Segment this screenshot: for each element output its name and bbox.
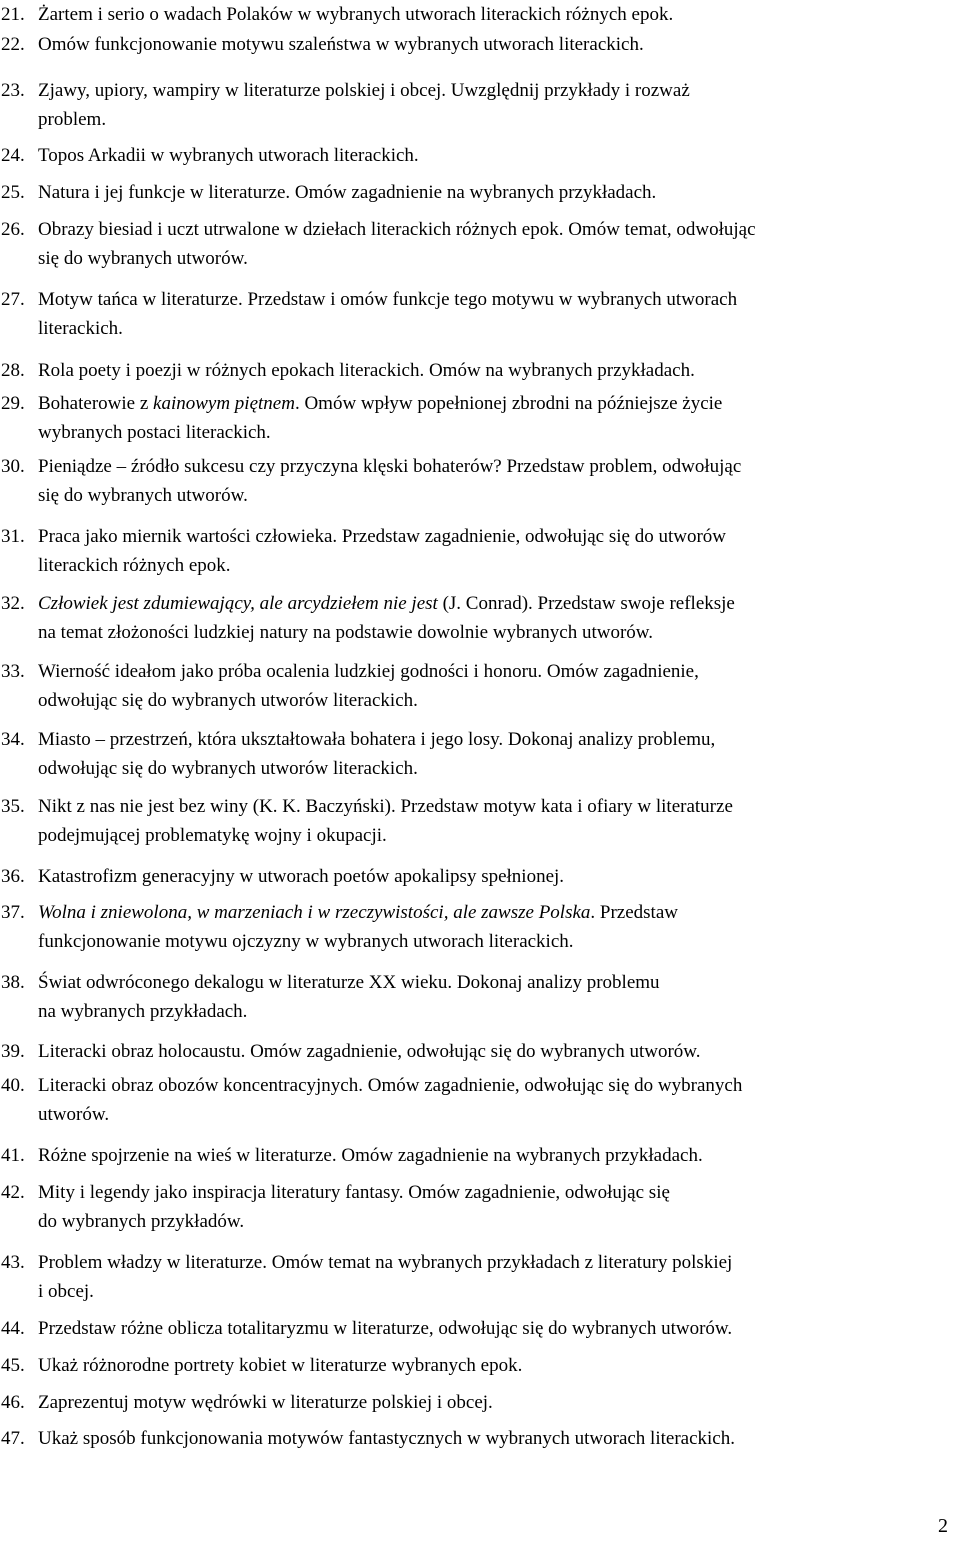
text-segment: Wierność ideałom jako próba ocalenia ludzkiej godności i honoru. Omów zagadnienie, xyxy=(38,661,699,682)
text-line xyxy=(38,1351,950,1380)
text-line xyxy=(38,968,950,997)
text-line xyxy=(38,1100,950,1129)
text-line xyxy=(38,76,950,105)
text-line xyxy=(38,1314,950,1343)
item-text xyxy=(38,141,950,170)
text-segment: i obcej. xyxy=(38,1281,94,1302)
item-text xyxy=(38,1388,950,1417)
list-item xyxy=(0,389,950,447)
item-number: 33. xyxy=(1,661,25,682)
item-text xyxy=(38,215,950,273)
list-item xyxy=(0,1424,950,1453)
text-segment: Pieniądze – źródło sukcesu czy przyczyna klęski bohaterów? Przedstaw problem, odwołując xyxy=(38,456,742,477)
text-line xyxy=(38,481,950,510)
text-line xyxy=(38,589,950,618)
text-line xyxy=(38,178,950,207)
text-line xyxy=(38,898,950,927)
text-line xyxy=(38,927,950,956)
item-number: 23. xyxy=(1,80,25,101)
item-number: 34. xyxy=(1,729,25,750)
list-item xyxy=(0,1351,950,1380)
list-item xyxy=(0,589,950,647)
list-item xyxy=(0,0,950,29)
item-number: 40. xyxy=(1,1075,25,1096)
item-text xyxy=(38,657,950,715)
item-text xyxy=(38,76,950,134)
text-segment: Omów funkcjonowanie motywu szaleństwa w wybranych utworach literackich. xyxy=(38,34,644,55)
text-line xyxy=(38,862,950,891)
list-item xyxy=(0,1248,950,1306)
item-number: 39. xyxy=(1,1041,25,1062)
text-segment: się do wybranych utworów. xyxy=(38,248,248,269)
item-number: 41. xyxy=(1,1145,25,1166)
item-number: 25. xyxy=(1,182,25,203)
list-item xyxy=(0,285,950,343)
item-number: 28. xyxy=(1,360,25,381)
list-item xyxy=(0,522,950,580)
text-line xyxy=(38,1141,950,1170)
item-text xyxy=(38,792,950,850)
text-segment: się do wybranych utworów. xyxy=(38,485,248,506)
list-item xyxy=(0,1388,950,1417)
text-line xyxy=(38,389,950,418)
text-segment: literackich. xyxy=(38,318,123,339)
text-segment: Katastrofizm generacyjny w utworach poetów apokalipsy spełnionej. xyxy=(38,866,565,887)
list-item xyxy=(0,1037,950,1066)
list-item xyxy=(0,452,950,510)
text-line xyxy=(38,30,950,59)
item-number: 42. xyxy=(1,1182,25,1203)
item-number: 46. xyxy=(1,1392,25,1413)
text-segment: Natura i jej funkcje w literaturze. Omów zagadnienie na wybranych przykładach. xyxy=(38,182,657,203)
text-segment: Zjawy, upiory, wampiry w literaturze polskiej i obcej. Uwzględnij przykłady i rozważ xyxy=(38,80,690,101)
text-line xyxy=(38,1388,950,1417)
item-text xyxy=(38,0,950,29)
list-item xyxy=(0,725,950,783)
text-line xyxy=(38,1037,950,1066)
text-segment: Nikt z nas nie jest bez winy (K. K. Baczyński). Przedstaw motyw kata i ofiary w literaturze xyxy=(38,796,733,817)
text-segment: Ukaż sposób funkcjonowania motywów fantastycznych w wybranych utworach literackich. xyxy=(38,1428,735,1449)
item-text xyxy=(38,1037,950,1066)
text-segment: Przedstaw różne oblicza totalitaryzmu w literaturze, odwołując się do wybranych utworów. xyxy=(38,1318,733,1339)
item-number: 31. xyxy=(1,526,25,547)
text-segment: Ukaż różnorodne portrety kobiet w literaturze wybranych epok. xyxy=(38,1355,523,1376)
list-item xyxy=(0,898,950,956)
list-item xyxy=(0,862,950,891)
text-segment: . Omów wpływ popełnionej zbrodni na późniejsze życie xyxy=(294,393,723,414)
text-line xyxy=(38,686,950,715)
item-text xyxy=(38,1071,950,1129)
text-segment: Topos Arkadii w wybranych utworach literackich. xyxy=(38,145,419,166)
item-text xyxy=(38,1248,950,1306)
item-number: 45. xyxy=(1,1355,25,1376)
item-text xyxy=(38,725,950,783)
text-line xyxy=(38,215,950,244)
text-line xyxy=(38,418,950,447)
item-number: 35. xyxy=(1,796,25,817)
item-number: 27. xyxy=(1,289,25,310)
list-item xyxy=(0,1071,950,1129)
item-text xyxy=(38,968,950,1026)
text-segment: funkcjonowanie motywu ojczyzny w wybranych utworach literackich. xyxy=(38,931,574,952)
item-text xyxy=(38,178,950,207)
item-number: 26. xyxy=(1,219,25,240)
list-item xyxy=(0,215,950,273)
item-number: 29. xyxy=(1,393,25,414)
text-segment: problem. xyxy=(38,109,107,130)
text-segment: wybranych postaci literackich. xyxy=(38,422,271,443)
item-text xyxy=(38,1424,950,1453)
text-line xyxy=(38,244,950,273)
text-segment: Mity i legendy jako inspiracja literatury fantasy. Omów zagadnienie, odwołując się xyxy=(38,1182,670,1203)
item-text xyxy=(38,285,950,343)
item-text xyxy=(38,356,950,385)
text-line xyxy=(38,754,950,783)
item-number: 30. xyxy=(1,456,25,477)
text-line xyxy=(38,1277,950,1306)
item-number: 38. xyxy=(1,972,25,993)
item-number: 47. xyxy=(1,1428,25,1449)
text-line xyxy=(38,821,950,850)
text-line xyxy=(38,551,950,580)
italic-text: kainowym piętnem xyxy=(153,393,295,414)
list-item xyxy=(0,968,950,1026)
text-line xyxy=(38,618,950,647)
text-segment: (J. Conrad). Przedstaw swoje refleksje xyxy=(437,593,735,614)
text-segment: na temat złożoności ludzkiej natury na podstawie dowolnie wybranych utworów. xyxy=(38,622,654,643)
text-line xyxy=(38,452,950,481)
item-number: 43. xyxy=(1,1252,25,1273)
text-segment: utworów. xyxy=(38,1104,110,1125)
list-item xyxy=(0,178,950,207)
item-text xyxy=(38,862,950,891)
text-line xyxy=(38,1424,950,1453)
item-number: 24. xyxy=(1,145,25,166)
italic-text: Człowiek jest zdumiewający, ale arcydziełem nie jest xyxy=(38,593,438,614)
text-line xyxy=(38,522,950,551)
text-segment: Miasto – przestrzeń, która ukształtowała bohatera i jego losy. Dokonaj analizy problemu, xyxy=(38,729,716,750)
text-segment: Zaprezentuj motyw wędrówki w literaturze polskiej i obcej. xyxy=(38,1392,493,1413)
text-segment: . Przedstaw xyxy=(590,902,678,923)
item-text xyxy=(38,1351,950,1380)
item-text xyxy=(38,898,950,956)
item-number: 36. xyxy=(1,866,25,887)
text-segment: Problem władzy w literaturze. Omów temat na wybranych przykładach z literatury polskiej xyxy=(38,1252,733,1273)
text-line xyxy=(38,356,950,385)
text-line xyxy=(38,1207,950,1236)
text-line xyxy=(38,105,950,134)
list-item xyxy=(0,1141,950,1170)
list-item xyxy=(0,1178,950,1236)
item-number: 21. xyxy=(1,4,25,25)
text-line xyxy=(38,657,950,686)
text-segment: odwołując się do wybranych utworów literackich. xyxy=(38,690,418,711)
item-text xyxy=(38,1141,950,1170)
text-line xyxy=(38,1071,950,1100)
text-segment: Praca jako miernik wartości człowieka. Przedstaw zagadnienie, odwołując się do utworów xyxy=(38,526,726,547)
item-text xyxy=(38,452,950,510)
item-number: 32. xyxy=(1,593,25,614)
text-line xyxy=(38,285,950,314)
item-text xyxy=(38,522,950,580)
text-segment: na wybranych przykładach. xyxy=(38,1001,248,1022)
list-item xyxy=(0,657,950,715)
item-number: 44. xyxy=(1,1318,25,1339)
text-segment: do wybranych przykładów. xyxy=(38,1211,245,1232)
text-segment: podejmującej problematykę wojny i okupacji. xyxy=(38,825,387,846)
item-text xyxy=(38,589,950,647)
item-text xyxy=(38,1314,950,1343)
item-number: 37. xyxy=(1,902,25,923)
list-item xyxy=(0,76,950,134)
text-line xyxy=(38,314,950,343)
item-text xyxy=(38,389,950,447)
text-line xyxy=(38,141,950,170)
text-segment: Różne spojrzenie na wieś w literaturze. Omów zagadnienie na wybranych przykładach. xyxy=(38,1145,703,1166)
item-text xyxy=(38,1178,950,1236)
text-line xyxy=(38,997,950,1026)
text-segment: Rola poety i poezji w różnych epokach literackich. Omów na wybranych przykładach. xyxy=(38,360,695,381)
text-segment: Obrazy biesiad i uczt utrwalone w dziełach literackich różnych epok. Omów temat, odwołując xyxy=(38,219,756,240)
list-item xyxy=(0,30,950,59)
text-line xyxy=(38,725,950,754)
text-segment: Literacki obraz obozów koncentracyjnych. Omów zagadnienie, odwołując się do wybranych xyxy=(38,1075,743,1096)
page-number: 2 xyxy=(938,1515,948,1537)
text-segment: Motyw tańca w literaturze. Przedstaw i omów funkcje tego motywu w wybranych utworach xyxy=(38,289,738,310)
list-item xyxy=(0,1314,950,1343)
text-line xyxy=(38,1248,950,1277)
text-segment: Żartem i serio o wadach Polaków w wybranych utworach literackich różnych epok. xyxy=(38,4,674,25)
text-segment: Bohaterowie z xyxy=(38,393,154,414)
list-item xyxy=(0,792,950,850)
text-line xyxy=(38,792,950,821)
text-segment: odwołując się do wybranych utworów literackich. xyxy=(38,758,418,779)
text-segment: Literacki obraz holocaustu. Omów zagadnienie, odwołując się do wybranych utworów. xyxy=(38,1041,701,1062)
text-segment: Świat odwróconego dekalogu w literaturze XX wieku. Dokonaj analizy problemu xyxy=(38,972,660,993)
list-item xyxy=(0,141,950,170)
italic-text: Wolna i zniewolona, w marzeniach i w rzeczywistości, ale zawsze Polska xyxy=(38,902,591,923)
item-text xyxy=(38,30,950,59)
item-number: 22. xyxy=(1,34,25,55)
text-line xyxy=(38,0,950,29)
text-segment: literackich różnych epok. xyxy=(38,555,231,576)
list-item xyxy=(0,356,950,385)
text-line xyxy=(38,1178,950,1207)
